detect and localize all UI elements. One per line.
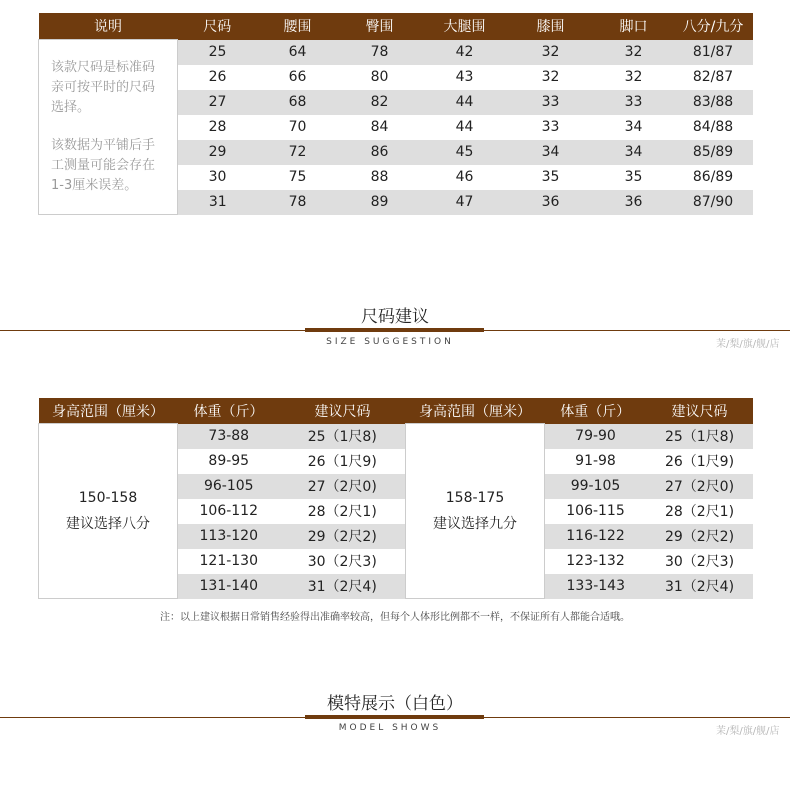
size-cell-knee: 32 — [508, 65, 594, 90]
size-cell-waist: 75 — [258, 165, 338, 190]
shop-watermark: 茉/梨/旗/舰/店 — [716, 726, 780, 737]
size-cell-left: 26（1尺9) — [280, 449, 406, 474]
size-header-hem: 脚口 — [594, 13, 674, 40]
size-header-size: 尺码 — [178, 13, 258, 40]
weight-cell-right: 99-105 — [545, 474, 647, 499]
size-cell-thigh: 45 — [422, 140, 508, 165]
size-cell-hem: 32 — [594, 40, 674, 65]
size-cell-hip: 82 — [338, 90, 422, 115]
size-cell-size: 29 — [178, 140, 258, 165]
weight-cell-left: 106-112 — [178, 499, 280, 524]
size-cell-left: 25（1尺8) — [280, 424, 406, 449]
size-header-thigh: 大腿围 — [422, 13, 508, 40]
size-cell-hip: 88 — [338, 165, 422, 190]
size-suggestion-title: 尺码建议 — [361, 307, 429, 327]
size-cell-right: 25（1尺8) — [647, 424, 753, 449]
size-cell-thigh: 46 — [422, 165, 508, 190]
height-range-right: 158-175 — [445, 490, 505, 506]
size-cell-hem: 34 — [594, 140, 674, 165]
size-note-error: 该数据为平铺后手工测量可能会存在1-3厘米误差。 — [51, 138, 156, 193]
size-table-header-row — [39, 13, 753, 40]
size-cell-left: 28（2尺1) — [280, 499, 406, 524]
size-cell-waist: 66 — [258, 65, 338, 90]
size-cell-thigh: 44 — [422, 90, 508, 115]
size-cell-hem: 36 — [594, 190, 674, 215]
model-shows-subtitle: MODEL SHOWS — [338, 723, 442, 733]
size-cell-size: 26 — [178, 65, 258, 90]
size-cell-size: 31 — [178, 190, 258, 215]
size-note-cell — [39, 40, 178, 215]
size-cell-knee: 33 — [508, 115, 594, 140]
weight-cell-left: 113-120 — [178, 524, 280, 549]
size-cell-hip: 80 — [338, 65, 422, 90]
size-cell-thigh: 42 — [422, 40, 508, 65]
size-cell-knee: 36 — [508, 190, 594, 215]
size-cell-hem: 34 — [594, 115, 674, 140]
model-shows-accent-bar — [305, 715, 484, 719]
length-advice-right: 建议选择九分 — [433, 516, 517, 532]
size-cell-left: 27（2尺0) — [280, 474, 406, 499]
size-cell-size: 28 — [178, 115, 258, 140]
size-cell-length: 85/89 — [674, 140, 753, 165]
size-cell-thigh: 43 — [422, 65, 508, 90]
size-cell-size: 27 — [178, 90, 258, 115]
size-cell-size: 30 — [178, 165, 258, 190]
size-cell-waist: 70 — [258, 115, 338, 140]
size-cell-waist: 72 — [258, 140, 338, 165]
weight-cell-left: 96-105 — [178, 474, 280, 499]
size-cell-waist: 68 — [258, 90, 338, 115]
size-cell-thigh: 44 — [422, 115, 508, 140]
length-advice-left: 建议选择八分 — [66, 516, 150, 532]
size-cell-length: 87/90 — [674, 190, 753, 215]
sugg-header-size-right: 建议尺码 — [647, 398, 753, 424]
size-cell-knee: 33 — [508, 90, 594, 115]
size-cell-hem: 35 — [594, 165, 674, 190]
size-header-length: 八分/九分 — [674, 13, 753, 40]
weight-cell-left: 89-95 — [178, 449, 280, 474]
size-suggestion-accent-bar — [305, 328, 484, 332]
size-cell-right: 28（2尺1) — [647, 499, 753, 524]
size-cell-hem: 33 — [594, 90, 674, 115]
size-cell-hip: 78 — [338, 40, 422, 65]
weight-cell-right: 79-90 — [545, 424, 647, 449]
size-header-hip: 臀围 — [338, 13, 422, 40]
table-row — [39, 40, 753, 65]
size-cell-right: 31（2尺4) — [647, 574, 753, 599]
suggestion-header-row — [39, 398, 753, 424]
sugg-header-height-left: 身高范围（厘米） — [39, 398, 178, 424]
size-cell-right: 29（2尺2) — [647, 524, 753, 549]
size-cell-length: 81/87 — [674, 40, 753, 65]
size-cell-knee: 32 — [508, 40, 594, 65]
size-cell-length: 84/88 — [674, 115, 753, 140]
weight-cell-right: 123-132 — [545, 549, 647, 574]
size-cell-thigh: 47 — [422, 190, 508, 215]
model-shows-title: 模特展示（白色） — [327, 694, 463, 714]
size-cell-left: 31（2尺4) — [280, 574, 406, 599]
size-cell-knee: 35 — [508, 165, 594, 190]
size-header-knee: 膝围 — [508, 13, 594, 40]
size-cell-length: 83/88 — [674, 90, 753, 115]
size-cell-right: 30（2尺3) — [647, 549, 753, 574]
height-range-left: 150-158 — [78, 490, 138, 506]
weight-cell-left: 131-140 — [178, 574, 280, 599]
weight-cell-left: 73-88 — [178, 424, 280, 449]
sugg-header-size-left: 建议尺码 — [280, 398, 406, 424]
size-cell-knee: 34 — [508, 140, 594, 165]
suggestion-table — [38, 398, 753, 599]
suggestion-footnote: 注：以上建议根据日常销售经验得出准确率较高，但每个人体形比例都不一样，不保证所有人都能合适哦。 — [160, 612, 630, 623]
size-cell-hem: 32 — [594, 65, 674, 90]
sugg-header-height-right: 身高范围（厘米） — [406, 398, 545, 424]
sugg-header-weight-left: 体重（斤） — [178, 398, 280, 424]
weight-cell-right: 91-98 — [545, 449, 647, 474]
size-cell-hip: 89 — [338, 190, 422, 215]
size-cell-left: 29（2尺2) — [280, 524, 406, 549]
size-note-standard: 该款尺码是标准码亲可按平时的尺码选择。 — [51, 60, 156, 115]
weight-cell-right: 116-122 — [545, 524, 647, 549]
height-group-left — [39, 424, 178, 599]
size-suggestion-subtitle: SIZE SUGGESTION — [326, 337, 454, 347]
size-cell-waist: 78 — [258, 190, 338, 215]
size-cell-length: 86/89 — [674, 165, 753, 190]
height-group-right — [406, 424, 545, 599]
size-cell-waist: 64 — [258, 40, 338, 65]
size-header-note: 说明 — [39, 13, 178, 40]
size-cell-hip: 86 — [338, 140, 422, 165]
size-cell-hip: 84 — [338, 115, 422, 140]
size-table — [38, 13, 753, 215]
size-cell-left: 30（2尺3) — [280, 549, 406, 574]
size-cell-right: 27（2尺0) — [647, 474, 753, 499]
size-header-waist: 腰围 — [258, 13, 338, 40]
table-row — [39, 424, 753, 449]
shop-watermark: 茉/梨/旗/舰/店 — [716, 339, 780, 350]
sugg-header-weight-right: 体重（斤） — [545, 398, 647, 424]
weight-cell-left: 121-130 — [178, 549, 280, 574]
size-cell-right: 26（1尺9) — [647, 449, 753, 474]
weight-cell-right: 106-115 — [545, 499, 647, 524]
weight-cell-right: 133-143 — [545, 574, 647, 599]
size-cell-size: 25 — [178, 40, 258, 65]
size-cell-length: 82/87 — [674, 65, 753, 90]
